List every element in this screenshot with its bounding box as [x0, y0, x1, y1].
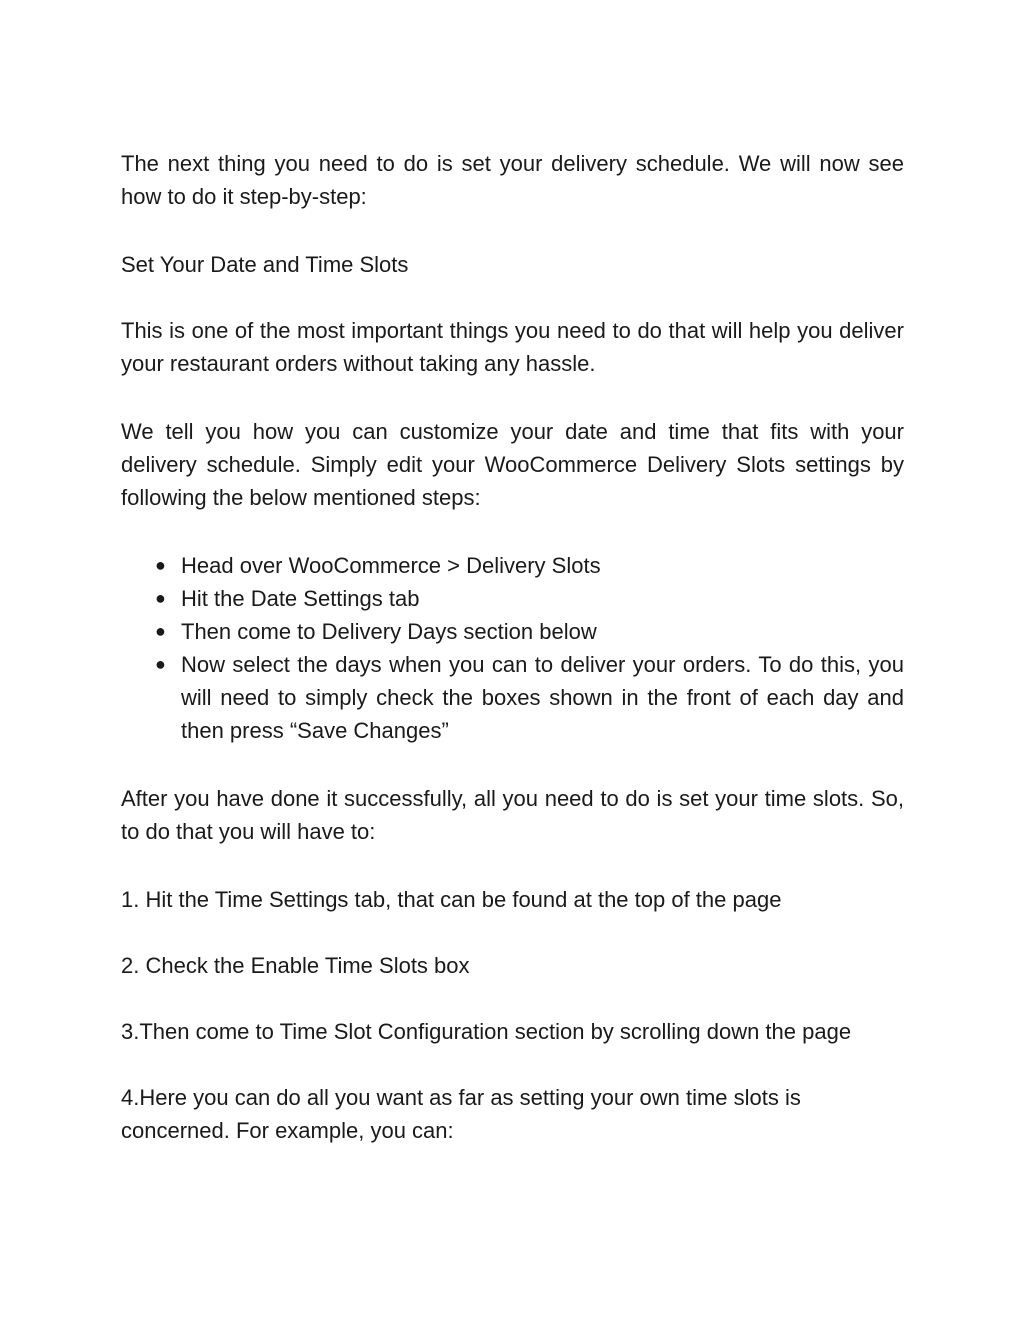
steps-bullet-list: [121, 549, 904, 747]
list-item: [155, 615, 904, 648]
step-4: 4.Here you can do all you want as far as setting your own time slots is concerned. For example, you can:: [121, 1085, 801, 1143]
step-2: 2. Check the Enable Time Slots box: [121, 953, 470, 978]
bullet-icon: ●: [155, 555, 166, 575]
step-3: 3.Then come to Time Slot Configuration section by scrolling down the page: [121, 1019, 852, 1044]
bullet-icon: ●: [155, 654, 166, 674]
list-item-text: Now select the days when you can to deliver your orders. To do this, you will need to simply check the boxes shown in the front of each day and then press “Save Changes”: [181, 652, 904, 743]
list-item: [155, 648, 904, 747]
document-page: [121, 147, 904, 1147]
list-item-text: Then come to Delivery Days section below: [181, 619, 597, 644]
importance-paragraph: This is one of the most important things you need to do that will help you deliver your restaurant orders without taking any hassle.: [121, 318, 904, 376]
section-heading: Set Your Date and Time Slots: [121, 252, 409, 277]
bullet-icon: ●: [155, 621, 166, 641]
after-paragraph: After you have done it successfully, all you need to do is set your time slots. So, to do that you will have to:: [121, 786, 904, 844]
list-item-text: Head over WooCommerce > Delivery Slots: [181, 553, 601, 578]
intro-paragraph: The next thing you need to do is set your delivery schedule. We will now see how to do it step-by-step:: [121, 151, 904, 209]
customize-paragraph: We tell you how you can customize your date and time that fits with your delivery schedule. Simply edit your WooCommerce Delivery Slots settings by following the below mentioned steps:: [121, 419, 904, 510]
step-1: 1. Hit the Time Settings tab, that can be found at the top of the page: [121, 887, 782, 912]
list-item-text: Hit the Date Settings tab: [181, 586, 420, 611]
list-item: [155, 582, 904, 615]
bullet-icon: ●: [155, 588, 166, 608]
list-item: [155, 549, 904, 582]
